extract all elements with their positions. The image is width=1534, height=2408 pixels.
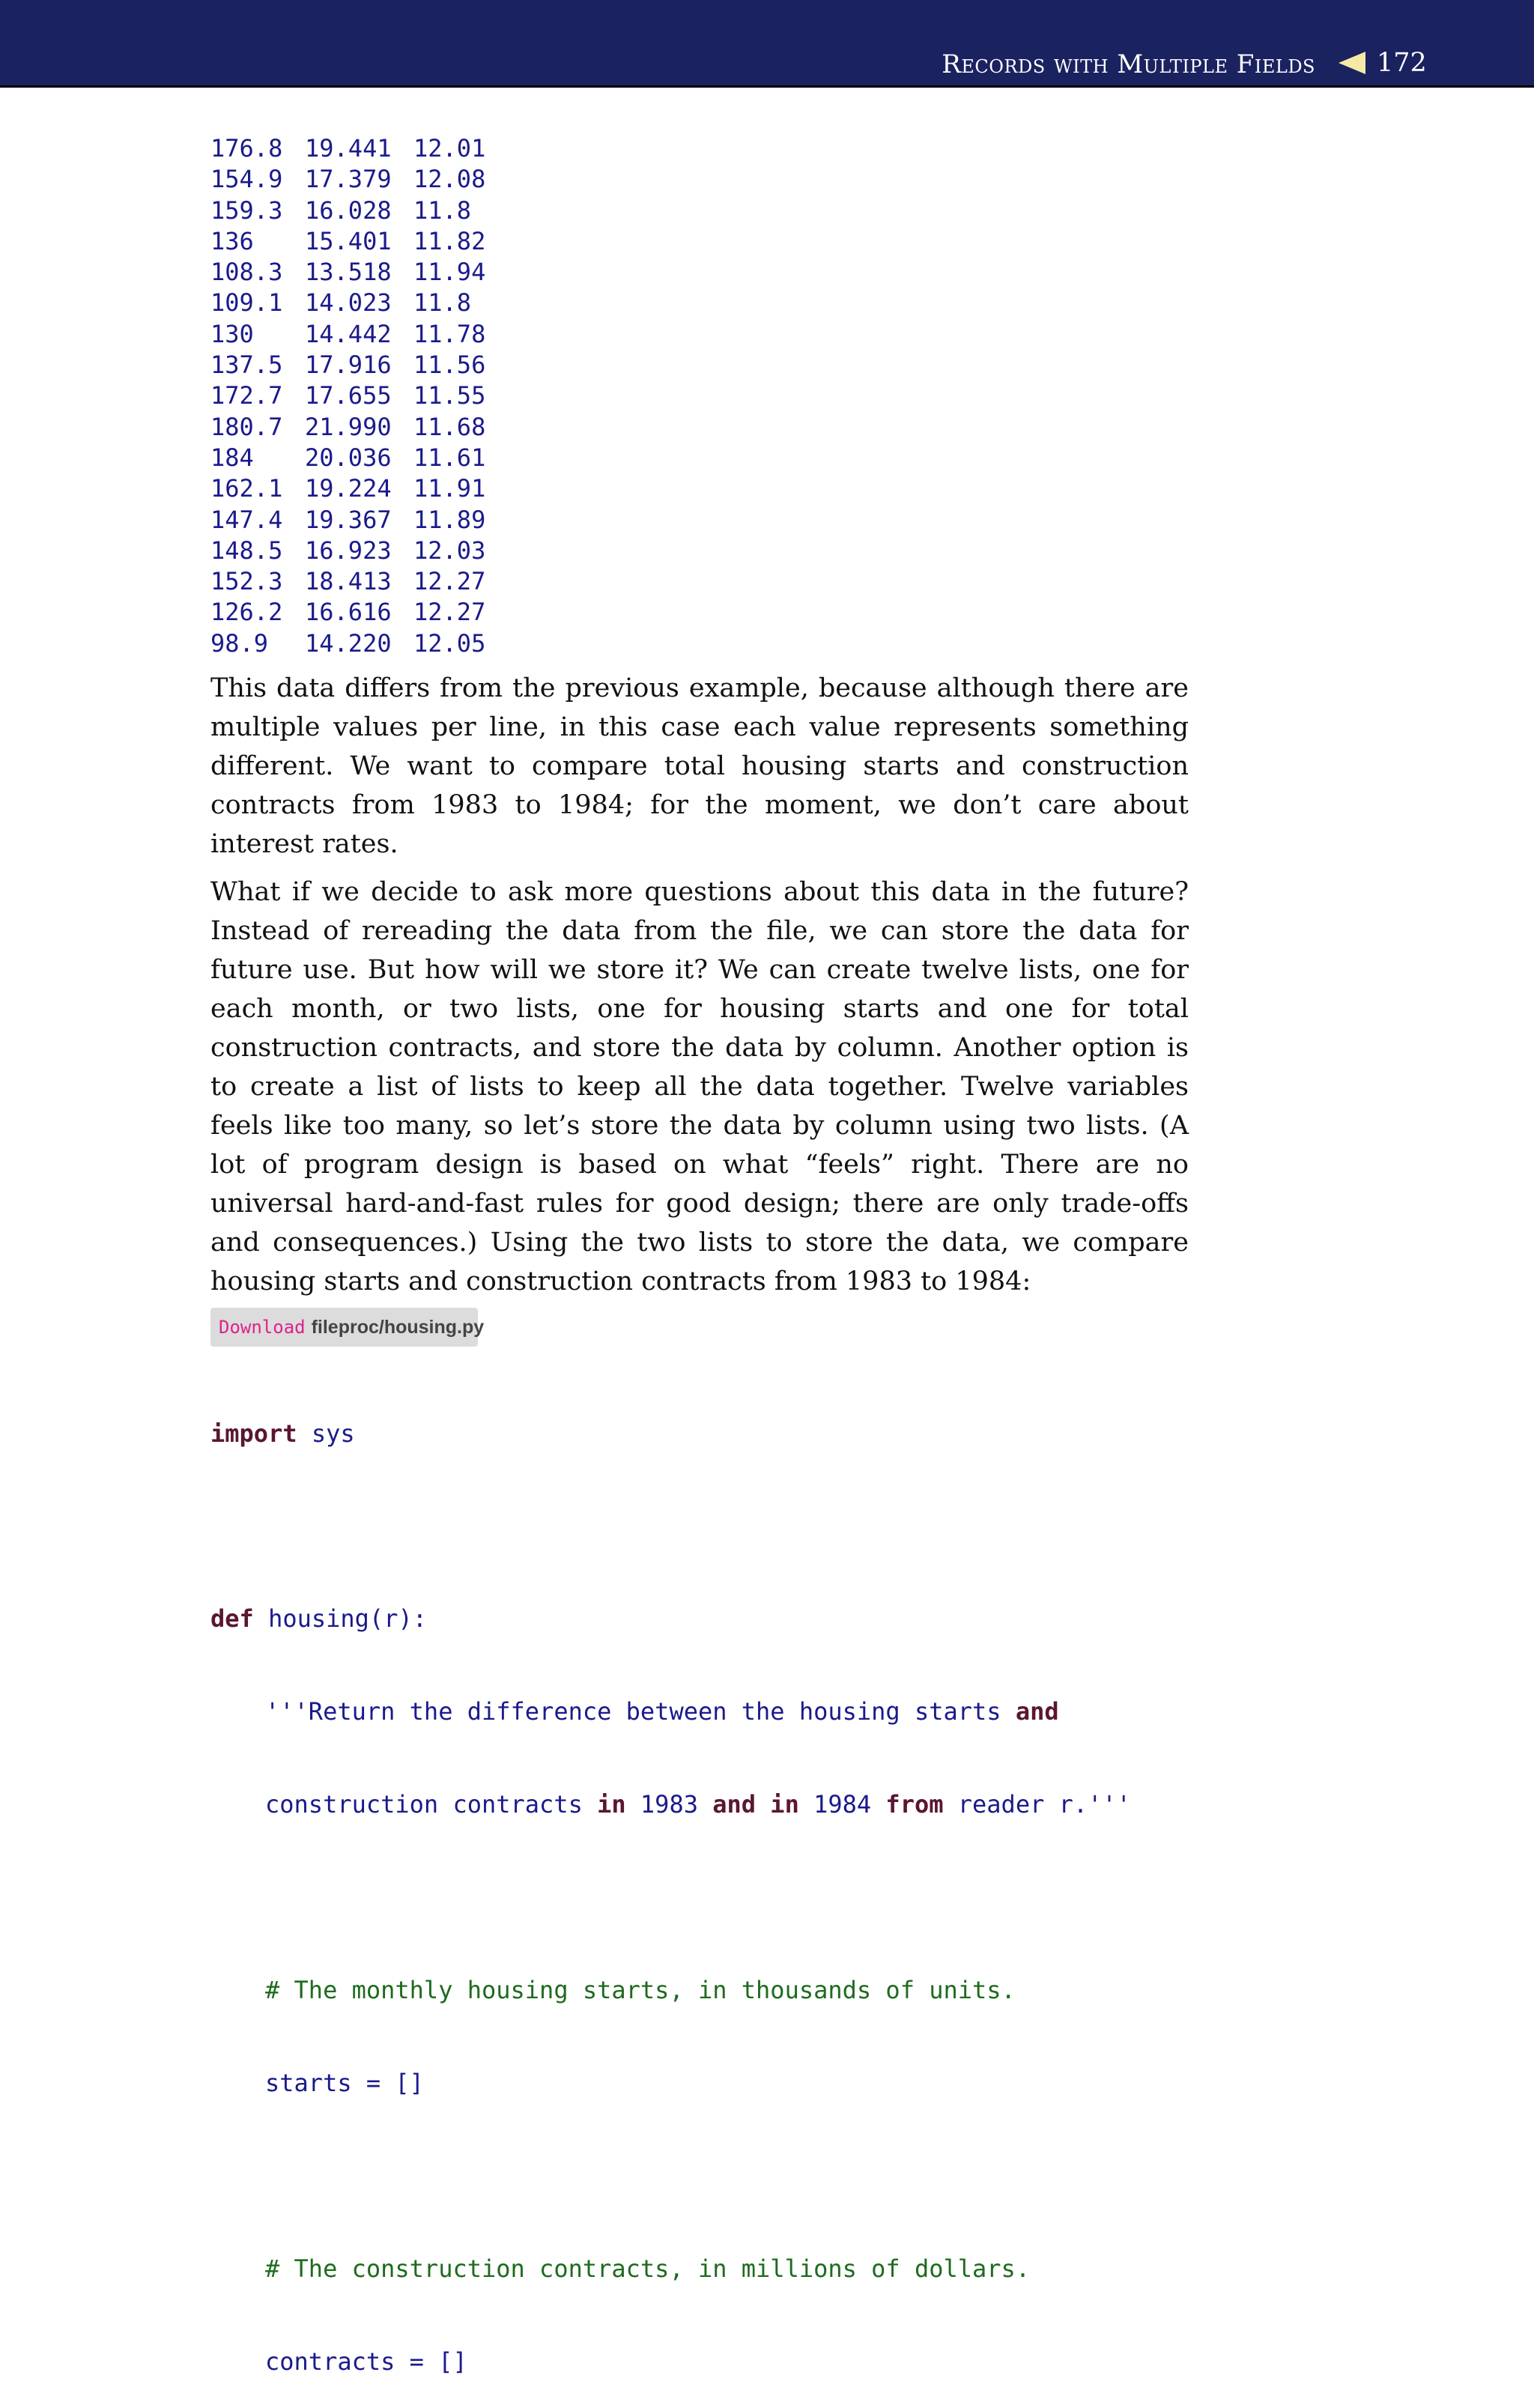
data-cell: 11.94 [413, 258, 486, 287]
keyword: and [712, 1790, 757, 1819]
data-cell: 14.023 [305, 288, 392, 318]
data-row [210, 257, 485, 288]
data-cell: 17.655 [305, 381, 392, 410]
data-cell: 11.61 [413, 443, 486, 472]
data-row [210, 628, 485, 659]
keyword: in [770, 1790, 799, 1819]
data-cell: 162.1 [210, 474, 283, 503]
data-row [210, 597, 485, 628]
keyword: from [885, 1790, 944, 1819]
data-cell: 154.9 [210, 165, 283, 194]
data-cell: 11.68 [413, 412, 486, 441]
data-cell: 108.3 [210, 258, 283, 287]
data-cell: 14.442 [305, 319, 392, 348]
code-line-import [210, 1419, 1131, 1449]
data-row [210, 288, 485, 318]
data-row [210, 505, 485, 536]
data-cell: 11.89 [413, 505, 486, 534]
data-cell: 12.03 [413, 536, 486, 565]
code-line-blank [210, 2161, 1131, 2192]
data-cell: 14.220 [305, 628, 392, 658]
code-line-docstring-1 [210, 1696, 1131, 1727]
data-cell: 148.5 [210, 536, 283, 565]
data-cell: 184 [210, 443, 254, 472]
page-number: 172 [1377, 48, 1427, 78]
data-cell: 12.05 [413, 628, 486, 658]
data-cell: 11.78 [413, 319, 486, 348]
data-cell: 16.616 [305, 598, 392, 627]
code-line-blank [210, 1882, 1131, 1913]
data-cell: 98.9 [210, 628, 269, 658]
code-text: reader r.''' [943, 1790, 1131, 1819]
keyword: def [210, 1604, 254, 1634]
code-text: '''Return the difference between the housing starts [265, 1697, 1016, 1726]
data-row [210, 473, 485, 504]
data-cell: 12.27 [413, 598, 486, 627]
data-cell: 11.56 [413, 351, 486, 380]
data-cell: 152.3 [210, 567, 283, 596]
code-text: sys [297, 1419, 355, 1448]
data-cell: 12.08 [413, 165, 486, 194]
data-cell: 15.401 [305, 226, 392, 255]
code-line-blank [210, 1511, 1131, 1541]
page-header [0, 0, 1534, 88]
code-text: 1984 [798, 1790, 886, 1819]
data-cell: 19.441 [305, 134, 392, 163]
data-cell: 137.5 [210, 351, 283, 380]
code-text: contracts = [] [265, 2347, 467, 2376]
data-cell: 16.923 [305, 536, 392, 565]
data-cell: 11.8 [413, 288, 472, 318]
data-cell: 109.1 [210, 288, 283, 318]
data-row [210, 380, 485, 411]
data-row [210, 133, 485, 164]
housing-data-table [210, 133, 485, 659]
keyword: in [597, 1790, 626, 1819]
data-cell: 11.91 [413, 474, 486, 503]
code-text: housing(r): [253, 1604, 427, 1634]
data-row [210, 319, 485, 350]
code-listing [210, 1356, 1131, 2408]
data-cell: 176.8 [210, 134, 283, 163]
section-title: Records with Multiple Fields [942, 49, 1315, 79]
data-cell: 12.27 [413, 567, 486, 596]
data-cell: 19.224 [305, 474, 392, 503]
code-comment: # The construction contracts, in millions of dollars. [265, 2254, 1031, 2283]
data-row [210, 412, 485, 443]
download-file-path: fileproc/housing.py [311, 1317, 485, 1338]
data-cell: 17.916 [305, 351, 392, 380]
code-line-comment-contracts [210, 2254, 1131, 2284]
code-line-docstring-2 [210, 1789, 1131, 1820]
code-text: starts = [] [265, 2068, 424, 2097]
data-cell: 159.3 [210, 195, 283, 225]
data-cell: 19.367 [305, 505, 392, 534]
download-link[interactable] [210, 1308, 485, 1347]
code-line-contracts [210, 2347, 1131, 2377]
download-label: Download [219, 1317, 306, 1338]
data-cell: 20.036 [305, 443, 392, 472]
data-cell: 13.518 [305, 258, 392, 287]
code-line-starts [210, 2068, 1131, 2099]
data-row [210, 443, 485, 473]
code-comment: # The monthly housing starts, in thousands of units. [265, 1975, 1016, 2004]
data-cell: 136 [210, 226, 254, 255]
data-cell: 18.413 [305, 567, 392, 596]
code-text: 1983 [625, 1790, 713, 1819]
data-row [210, 226, 485, 257]
code-line-def [210, 1604, 1131, 1634]
data-row [210, 566, 485, 597]
previous-page-arrow-icon[interactable] [1339, 52, 1365, 74]
data-cell: 21.990 [305, 412, 392, 441]
code-text [756, 1790, 770, 1819]
data-cell: 11.55 [413, 381, 486, 410]
data-cell: 126.2 [210, 598, 283, 627]
data-cell: 172.7 [210, 381, 283, 410]
data-cell: 11.82 [413, 226, 486, 255]
paragraph-data-description: This data differs from the previous example, because although there are multiple values per line, in this case each value represents something different. We want to compare total housing starts and construction contracts from 1983 to 1984; for the moment, we don’t care about interest rates. [210, 673, 1189, 859]
keyword: import [210, 1419, 297, 1448]
data-row [210, 195, 485, 226]
data-cell: 12.01 [413, 134, 486, 163]
data-cell: 17.379 [305, 165, 392, 194]
data-cell: 180.7 [210, 412, 283, 441]
data-row [210, 350, 485, 380]
data-cell: 16.028 [305, 195, 392, 225]
code-line-comment-starts [210, 1975, 1131, 2006]
data-row [210, 536, 485, 566]
keyword: and [1015, 1697, 1059, 1726]
data-cell: 11.8 [413, 195, 472, 225]
data-cell: 147.4 [210, 505, 283, 534]
data-cell: 130 [210, 319, 254, 348]
data-row [210, 164, 485, 195]
code-text: construction contracts [265, 1790, 598, 1819]
paragraph-storage-options: What if we decide to ask more questions about this data in the future? Instead of rereading the data from the file, we can store the data for future use. But how will we store it? We can create twelve lists, one for each month, or two lists, one for housing starts and one for total construction contracts, and store the data by column. Another option is to create a list of lists to keep all the data together. Twelve variables feels like too many, so let’s store the data by column using two lists. (A lot of program design is based on what “feels” right. There are no universal hard-and-fast rules for good design; there are only trade-offs and consequences.) Using the two lists to store the data, we compare housing starts and construction contracts from 1983 to 1984: [210, 877, 1189, 1297]
